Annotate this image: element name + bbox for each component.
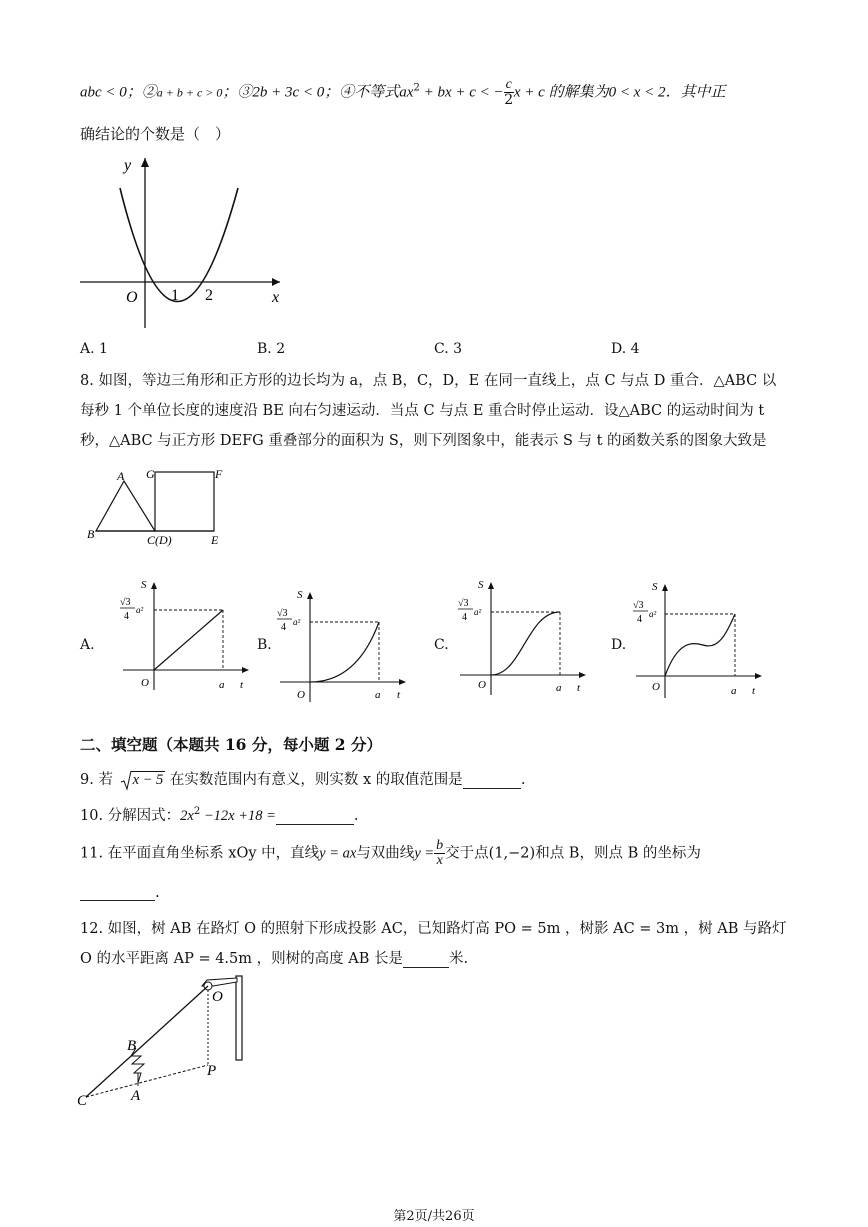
q11-hyp-lhs: y = — [414, 845, 435, 862]
q9-radical — [120, 772, 166, 789]
q8-graph-b — [272, 588, 412, 703]
q8b-a: a — [375, 689, 381, 701]
page-footer: 第2页/共26页 — [393, 1209, 475, 1224]
q8b-sqrt3: √3 — [277, 608, 288, 619]
q8-option-a[interactable]: A. — [80, 637, 95, 653]
q8-label-E: E — [211, 533, 219, 547]
q8d-S-label: S — [652, 581, 658, 593]
q7-fraction — [504, 78, 514, 107]
q11-answer-blank[interactable] — [80, 886, 155, 901]
q12-label-B: B — [127, 1038, 137, 1054]
q8a-a2: a² — [136, 605, 144, 615]
q7-text-part4: x + c 的解集为0 < x < 2．其中正 — [513, 84, 726, 101]
q7-tick-1: 1 — [171, 287, 179, 304]
q12-label-C: C — [77, 1093, 88, 1109]
q11-suffix: 交于点(1,−2)和点 B，则点 B 的坐标为 — [445, 845, 701, 862]
q8-label-A: A — [117, 469, 125, 483]
q7-option-c[interactable]: C. 3 — [434, 341, 463, 357]
q7-option-a[interactable]: A. 1 — [80, 341, 108, 357]
q8d-O: O — [652, 681, 660, 693]
q10-expr1: 2x — [180, 808, 194, 824]
q8a-sqrt3: √3 — [120, 597, 131, 608]
q7-x-label: x — [272, 289, 280, 306]
q8-line3: 秒，△ABC 与正方形 DEFG 重叠部分的面积为 S，则下列图象中，能表示 S 与 t 的函数关系的图象大致是 — [80, 433, 767, 449]
section-2-title: 二、填空题（本题共 16 分，每小题 2 分） — [80, 735, 382, 754]
q8-line2: 每秒 1 个单位长度的速度沿 BE 向右匀速运动．当点 C 与点 E 重合时停止运动．设△ABC 的运动时间为 t — [80, 403, 765, 419]
q12-line2-suffix: 米. — [448, 951, 469, 967]
q8b-t: t — [397, 689, 401, 701]
q7-text-sup: 2 — [413, 82, 420, 94]
q7-frac-den: 2 — [504, 92, 514, 108]
q11-fraction — [434, 839, 445, 868]
q8a-a: a — [219, 679, 225, 691]
q11-frac-den: x — [436, 853, 443, 868]
q8-option-c[interactable]: C. — [434, 637, 449, 653]
q8-label-B: B — [87, 527, 95, 541]
q12-answer-blank[interactable] — [403, 953, 449, 968]
q11-line-expr: y = ax — [319, 845, 357, 862]
q8c-a: a — [556, 682, 562, 694]
q7-y-label: y — [124, 157, 132, 174]
q8-label-F: F — [215, 467, 223, 481]
q9-answer-blank[interactable] — [463, 774, 521, 789]
q8d-a2: a² — [649, 609, 657, 619]
q8-graph-c — [452, 578, 592, 693]
q8-graph-d — [628, 580, 768, 695]
q11-prefix: 11. 在平面直角坐标系 xOy 中，直线 — [80, 845, 320, 862]
q7-option-b[interactable]: B. 2 — [257, 341, 286, 357]
q11-line — [80, 839, 701, 868]
q11-line2 — [80, 883, 160, 901]
q8d-four: 4 — [637, 614, 642, 625]
q7-option-d[interactable]: D. 4 — [611, 341, 640, 357]
q8c-four: 4 — [462, 612, 467, 623]
q7-text-part2: ；③2b + 3c < 0；④不等式ax — [222, 84, 414, 101]
q8a-t: t — [240, 679, 244, 691]
q9-suffix: 在实数范围内有意义，则实数 x 的取值范围是 — [169, 772, 463, 788]
q8a-S-label: S — [141, 579, 147, 591]
q8b-a2: a² — [293, 617, 301, 627]
q8b-four: 4 — [281, 622, 286, 633]
q12-line1: 12. 如图，树 AB 在路灯 O 的照射下形成投影 AC，已知路灯高 PO = 5m ，树影 AC = 3m ，树 AB 与路灯 — [80, 921, 787, 937]
q8-triangle-square-figure — [85, 462, 245, 552]
q11-frac-num: b — [436, 838, 444, 853]
q8-line1: 8. 如图，等边三角形和正方形的边长均为 a，点 B，C，D，E 在同一直线上，点 C 与点 D 重合．△ABC 以 — [80, 373, 777, 389]
q12-label-A: A — [131, 1088, 141, 1104]
q10-line — [80, 804, 359, 825]
q10-answer-blank[interactable] — [276, 810, 354, 825]
q12-street-lamp-figure — [75, 970, 255, 1110]
q8c-S-label: S — [478, 579, 484, 591]
q7-parabola-graph — [80, 150, 290, 330]
q7-line2: 确结论的个数是（ ） — [80, 125, 231, 143]
q8a-four: 4 — [124, 611, 129, 622]
q9-prefix: 9. 若 — [80, 772, 113, 788]
q10-prefix: 10. 分解因式： — [80, 808, 181, 824]
q11-end: . — [155, 883, 160, 901]
q8b-O: O — [297, 689, 305, 701]
q8-graph-a — [115, 578, 255, 693]
q8c-sqrt3: √3 — [458, 598, 469, 609]
q8d-sqrt3: √3 — [633, 600, 644, 611]
q7-frac-num: c — [505, 77, 512, 92]
q9-end: . — [520, 772, 526, 788]
q12-label-O: O — [212, 989, 223, 1005]
q11-mid: 与双曲线 — [356, 845, 415, 862]
q8-option-b[interactable]: B. — [257, 637, 272, 653]
q7-origin-label: O — [126, 289, 138, 306]
q8c-t: t — [577, 682, 581, 694]
q8a-O: O — [141, 677, 149, 689]
q8-label-CD: C(D) — [147, 533, 172, 547]
q12-line2 — [80, 947, 468, 968]
q9-radicand: x − 5 — [132, 772, 164, 788]
q8d-a: a — [731, 685, 737, 697]
q7-text-small: a + b + c > 0 — [156, 85, 223, 100]
q8c-a2: a² — [474, 607, 482, 617]
q9-line — [80, 768, 525, 789]
q8c-O: O — [478, 679, 486, 691]
q10-end: . — [353, 808, 359, 824]
q7-tick-2: 2 — [205, 287, 213, 304]
q7-line1 — [80, 78, 725, 107]
q8-label-G: G — [146, 467, 155, 481]
q8-option-d[interactable]: D. — [611, 637, 627, 653]
q7-text-part3: + bx + c < − — [419, 84, 504, 101]
q12-label-P: P — [207, 1063, 217, 1079]
q10-expr2: −12x +18 = — [200, 808, 276, 824]
q7-text-part1: abc < 0；② — [80, 84, 157, 101]
q10-sup: 2 — [193, 806, 201, 818]
q8d-t: t — [752, 685, 756, 697]
q8b-S-label: S — [297, 589, 303, 601]
q12-line2-prefix: O 的水平距离 AP = 4.5m ，则树的高度 AB 长是 — [80, 951, 403, 967]
